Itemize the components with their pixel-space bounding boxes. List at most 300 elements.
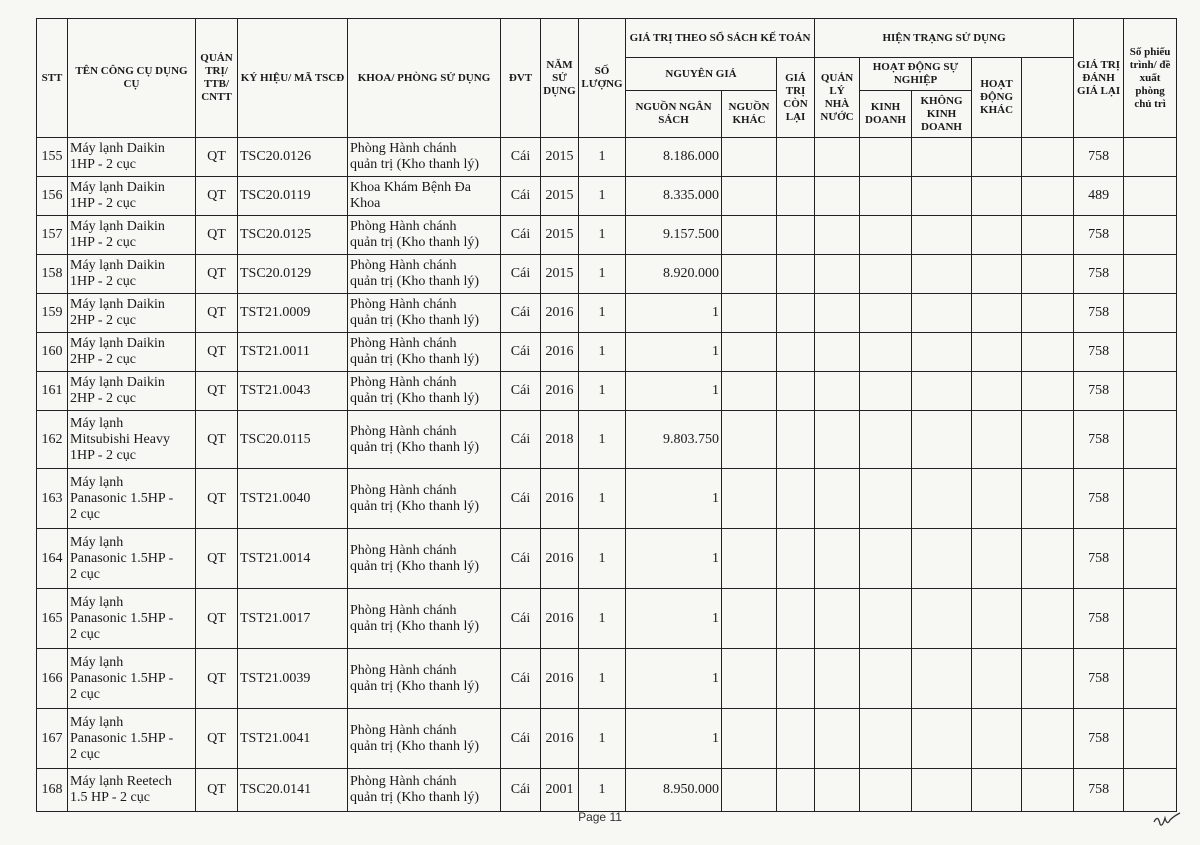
- cell-note: [1124, 469, 1177, 529]
- cell-revaluation: [1022, 216, 1074, 255]
- cell-quantri: QT: [196, 649, 238, 709]
- header-stt: STT: [37, 19, 68, 138]
- cell-department: [348, 372, 501, 411]
- cell-name-line: Máy lạnh: [70, 415, 124, 431]
- header-department: KHOA/ PHÒNG SỬ DỤNG: [348, 19, 501, 138]
- cell-business: [860, 333, 912, 372]
- cell-name-line: Máy lạnh Daikin: [70, 219, 165, 234]
- cell-budget-cost: 1: [626, 529, 722, 589]
- cell-other-source: [722, 649, 777, 709]
- cell-quantity: 1: [579, 333, 626, 372]
- cell-revaluation: [1022, 138, 1074, 177]
- cell-state-management: [815, 769, 860, 812]
- cell-non-business: [912, 372, 972, 411]
- cell-department: [348, 216, 501, 255]
- cell-department: [348, 769, 501, 812]
- cell-budget-cost: 8.920.000: [626, 255, 722, 294]
- cell-code: TSC20.0129: [238, 255, 348, 294]
- cell-code: TST21.0041: [238, 709, 348, 769]
- cell-unit: Cái: [501, 216, 541, 255]
- cell-department-line: quản trị (Kho thanh lý): [350, 235, 480, 250]
- cell-name-line: Panasonic 1.5HP -: [70, 610, 174, 626]
- cell-note: [1124, 294, 1177, 333]
- cell-note: [1124, 216, 1177, 255]
- cell-name: [68, 411, 196, 469]
- cell-name-line: 2 cục: [70, 686, 100, 702]
- cell-department: [348, 709, 501, 769]
- cell-name: [68, 294, 196, 333]
- cell-department-line: Phòng Hành chánh: [350, 423, 457, 439]
- cell-department: [348, 294, 501, 333]
- header-quantri: QUẢN TRỊ/ TTB/ CNTT: [196, 19, 238, 138]
- cell-department: [348, 411, 501, 469]
- cell-note: [1124, 589, 1177, 649]
- cell-quantri: QT: [196, 469, 238, 529]
- cell-year: 2016: [541, 709, 579, 769]
- cell-remaining-value: [777, 333, 815, 372]
- cell-other-source: [722, 709, 777, 769]
- table-row: [37, 372, 1177, 411]
- asset-table-body: [37, 138, 1177, 812]
- cell-department-line: quản trị (Kho thanh lý): [350, 313, 480, 328]
- cell-other-activity: [972, 709, 1022, 769]
- cell-business: [860, 649, 912, 709]
- cell-note: [1124, 709, 1177, 769]
- cell-revaluation: [1022, 411, 1074, 469]
- cell-name-line: 1HP - 2 cục: [70, 196, 136, 211]
- cell-department-line: quản trị (Kho thanh lý): [350, 391, 480, 406]
- cell-non-business: [912, 469, 972, 529]
- cell-department-line: Phòng Hành chánh: [350, 662, 457, 678]
- cell-business: [860, 255, 912, 294]
- cell-other-activity: [972, 529, 1022, 589]
- cell-quantity: 1: [579, 177, 626, 216]
- cell-department: [348, 529, 501, 589]
- cell-non-business: [912, 216, 972, 255]
- cell-business: [860, 294, 912, 333]
- cell-revaluation: [1022, 294, 1074, 333]
- cell-department: [348, 255, 501, 294]
- cell-budget-cost: 1: [626, 294, 722, 333]
- cell-other-activity: [972, 216, 1022, 255]
- cell-note: [1124, 255, 1177, 294]
- cell-other-source: [722, 294, 777, 333]
- cell-business: [860, 216, 912, 255]
- cell-name-line: 2 cục: [70, 566, 100, 582]
- cell-non-business: [912, 333, 972, 372]
- cell-other-activity: [972, 769, 1022, 812]
- cell-quantity: 1: [579, 769, 626, 812]
- cell-form-number: 758: [1074, 769, 1124, 812]
- cell-form-number: 758: [1074, 216, 1124, 255]
- cell-remaining-value: [777, 255, 815, 294]
- cell-state-management: [815, 294, 860, 333]
- cell-stt: 156: [37, 177, 68, 216]
- cell-non-business: [912, 709, 972, 769]
- cell-note: [1124, 769, 1177, 812]
- cell-other-source: [722, 177, 777, 216]
- cell-revaluation: [1022, 769, 1074, 812]
- cell-year: 2015: [541, 138, 579, 177]
- cell-stt: 159: [37, 294, 68, 333]
- cell-unit: Cái: [501, 649, 541, 709]
- cell-other-activity: [972, 177, 1022, 216]
- cell-code: TSC20.0141: [238, 769, 348, 812]
- cell-code: TST21.0014: [238, 529, 348, 589]
- header-year: NĂM SỬ DỤNG: [541, 19, 579, 138]
- cell-year: 2016: [541, 649, 579, 709]
- cell-other-activity: [972, 411, 1022, 469]
- cell-remaining-value: [777, 769, 815, 812]
- cell-code: TSC20.0119: [238, 177, 348, 216]
- cell-name: [68, 333, 196, 372]
- cell-name: [68, 529, 196, 589]
- cell-name-line: 2HP - 2 cục: [70, 313, 136, 328]
- asset-table: [36, 18, 1177, 812]
- header-other-activity: HOẠT ĐỘNG KHÁC: [972, 58, 1022, 138]
- cell-department-line: Phòng Hành chánh: [350, 258, 457, 273]
- cell-name-line: Panasonic 1.5HP -: [70, 490, 174, 506]
- cell-quantity: 1: [579, 529, 626, 589]
- cell-year: 2016: [541, 529, 579, 589]
- cell-name-line: Máy lạnh Daikin: [70, 297, 165, 312]
- cell-stt: 167: [37, 709, 68, 769]
- cell-remaining-value: [777, 294, 815, 333]
- cell-quantity: 1: [579, 649, 626, 709]
- cell-stt: 164: [37, 529, 68, 589]
- cell-department-line: Phòng Hành chánh: [350, 482, 457, 498]
- cell-code: TST21.0011: [238, 333, 348, 372]
- table-row: [37, 709, 1177, 769]
- cell-name: [68, 769, 196, 812]
- cell-other-activity: [972, 255, 1022, 294]
- cell-quantri: QT: [196, 216, 238, 255]
- cell-code: TST21.0040: [238, 469, 348, 529]
- cell-state-management: [815, 216, 860, 255]
- cell-business: [860, 372, 912, 411]
- cell-unit: Cái: [501, 177, 541, 216]
- cell-quantri: QT: [196, 372, 238, 411]
- cell-non-business: [912, 177, 972, 216]
- table-row: [37, 411, 1177, 469]
- cell-unit: Cái: [501, 294, 541, 333]
- cell-state-management: [815, 709, 860, 769]
- cell-state-management: [815, 411, 860, 469]
- cell-note: [1124, 649, 1177, 709]
- cell-name: [68, 216, 196, 255]
- cell-revaluation: [1022, 255, 1074, 294]
- cell-remaining-value: [777, 372, 815, 411]
- cell-revaluation: [1022, 177, 1074, 216]
- cell-department: [348, 469, 501, 529]
- cell-form-number: 758: [1074, 255, 1124, 294]
- cell-name: [68, 589, 196, 649]
- cell-note: [1124, 372, 1177, 411]
- cell-unit: Cái: [501, 529, 541, 589]
- cell-department: [348, 333, 501, 372]
- cell-budget-cost: 1: [626, 372, 722, 411]
- cell-quantity: 1: [579, 589, 626, 649]
- cell-non-business: [912, 589, 972, 649]
- cell-state-management: [815, 138, 860, 177]
- cell-business: [860, 589, 912, 649]
- cell-name-line: Máy lạnh: [70, 714, 124, 730]
- table-row: [37, 294, 1177, 333]
- cell-quantri: QT: [196, 769, 238, 812]
- cell-name-line: 2 cục: [70, 746, 100, 762]
- cell-quantri: QT: [196, 709, 238, 769]
- header-quantity: SỐ LƯỢNG: [579, 19, 626, 138]
- cell-department-line: Phòng Hành chánh: [350, 602, 457, 618]
- cell-quantri: QT: [196, 411, 238, 469]
- cell-other-source: [722, 469, 777, 529]
- cell-department-line: quản trị (Kho thanh lý): [350, 352, 480, 367]
- cell-department-line: quản trị (Kho thanh lý): [350, 558, 480, 574]
- cell-revaluation: [1022, 709, 1074, 769]
- cell-revaluation: [1022, 372, 1074, 411]
- cell-name-line: 2HP - 2 cục: [70, 391, 136, 406]
- cell-remaining-value: [777, 138, 815, 177]
- table-row: [37, 769, 1177, 812]
- cell-revaluation: [1022, 333, 1074, 372]
- cell-quantity: 1: [579, 709, 626, 769]
- table-row: [37, 333, 1177, 372]
- cell-form-number: 758: [1074, 411, 1124, 469]
- cell-unit: Cái: [501, 589, 541, 649]
- cell-department-line: quản trị (Kho thanh lý): [350, 274, 480, 289]
- cell-stt: 166: [37, 649, 68, 709]
- cell-stt: 162: [37, 411, 68, 469]
- cell-department-line: Phòng Hành chánh: [350, 141, 457, 156]
- cell-note: [1124, 138, 1177, 177]
- cell-other-source: [722, 411, 777, 469]
- header-name: TÊN CÔNG CỤ DỤNG CỤ: [68, 19, 196, 138]
- cell-business: [860, 138, 912, 177]
- cell-code: TSC20.0125: [238, 216, 348, 255]
- header-revaluation: GIÁ TRỊ ĐÁNH GIÁ LẠI: [1074, 19, 1124, 138]
- cell-budget-cost: 9.803.750: [626, 411, 722, 469]
- cell-stt: 168: [37, 769, 68, 812]
- cell-state-management: [815, 649, 860, 709]
- cell-quantri: QT: [196, 177, 238, 216]
- cell-department-line: Khoa: [350, 196, 381, 211]
- cell-department-line: quản trị (Kho thanh lý): [350, 790, 480, 805]
- header-other-source: NGUỒN KHÁC: [722, 91, 777, 138]
- cell-other-source: [722, 769, 777, 812]
- cell-form-number: 758: [1074, 294, 1124, 333]
- cell-form-number: 758: [1074, 372, 1124, 411]
- cell-business: [860, 529, 912, 589]
- cell-name-line: Mitsubishi Heavy: [70, 431, 170, 447]
- cell-name-line: Máy lạnh Daikin: [70, 180, 165, 195]
- cell-budget-cost: 1: [626, 469, 722, 529]
- table-row: [37, 177, 1177, 216]
- page-number: Page 11: [578, 810, 622, 824]
- cell-budget-cost: 1: [626, 709, 722, 769]
- cell-note: [1124, 529, 1177, 589]
- cell-remaining-value: [777, 469, 815, 529]
- header-unit: ĐVT: [501, 19, 541, 138]
- cell-state-management: [815, 469, 860, 529]
- cell-budget-cost: 8.950.000: [626, 769, 722, 812]
- cell-stt: 158: [37, 255, 68, 294]
- cell-department: [348, 649, 501, 709]
- cell-other-activity: [972, 589, 1022, 649]
- cell-state-management: [815, 589, 860, 649]
- cell-business: [860, 411, 912, 469]
- cell-state-management: [815, 177, 860, 216]
- cell-code: TST21.0009: [238, 294, 348, 333]
- cell-year: 2001: [541, 769, 579, 812]
- cell-note: [1124, 411, 1177, 469]
- cell-other-source: [722, 529, 777, 589]
- cell-note: [1124, 177, 1177, 216]
- cell-other-activity: [972, 372, 1022, 411]
- cell-name: [68, 469, 196, 529]
- cell-non-business: [912, 294, 972, 333]
- cell-non-business: [912, 769, 972, 812]
- header-budget-source: NGUỒN NGÂN SÁCH: [626, 91, 722, 138]
- cell-name-line: Panasonic 1.5HP -: [70, 730, 174, 746]
- cell-other-activity: [972, 649, 1022, 709]
- cell-form-number: 758: [1074, 469, 1124, 529]
- cell-department-line: quản trị (Kho thanh lý): [350, 157, 480, 172]
- cell-department-line: quản trị (Kho thanh lý): [350, 439, 480, 455]
- cell-stt: 165: [37, 589, 68, 649]
- cell-budget-cost: 9.157.500: [626, 216, 722, 255]
- cell-form-number: 758: [1074, 649, 1124, 709]
- cell-department-line: quản trị (Kho thanh lý): [350, 678, 480, 694]
- cell-code: TSC20.0115: [238, 411, 348, 469]
- header-business: KINH DOANH: [860, 91, 912, 138]
- cell-unit: Cái: [501, 469, 541, 529]
- cell-remaining-value: [777, 709, 815, 769]
- cell-budget-cost: 1: [626, 649, 722, 709]
- header-state-management: QUẢN LÝ NHÀ NƯỚC: [815, 58, 860, 138]
- header-code: KÝ HIỆU/ MÃ TSCĐ: [238, 19, 348, 138]
- cell-unit: Cái: [501, 372, 541, 411]
- cell-name-line: Máy lạnh Daikin: [70, 336, 165, 351]
- cell-unit: Cái: [501, 333, 541, 372]
- cell-name: [68, 138, 196, 177]
- cell-code: TST21.0017: [238, 589, 348, 649]
- cell-other-activity: [972, 469, 1022, 529]
- cell-revaluation: [1022, 589, 1074, 649]
- cell-name-line: 1.5 HP - 2 cục: [70, 790, 150, 805]
- cell-budget-cost: 1: [626, 589, 722, 649]
- table-row: [37, 589, 1177, 649]
- cell-state-management: [815, 333, 860, 372]
- cell-form-number: 758: [1074, 529, 1124, 589]
- cell-quantity: 1: [579, 411, 626, 469]
- cell-department-line: Phòng Hành chánh: [350, 336, 457, 351]
- cell-budget-cost: 1: [626, 333, 722, 372]
- cell-year: 2018: [541, 411, 579, 469]
- cell-other-source: [722, 589, 777, 649]
- cell-remaining-value: [777, 411, 815, 469]
- cell-name-line: Panasonic 1.5HP -: [70, 550, 174, 566]
- cell-quantity: 1: [579, 469, 626, 529]
- cell-unit: Cái: [501, 138, 541, 177]
- cell-other-source: [722, 216, 777, 255]
- cell-name: [68, 255, 196, 294]
- cell-other-source: [722, 333, 777, 372]
- cell-quantity: 1: [579, 255, 626, 294]
- table-row: [37, 649, 1177, 709]
- cell-non-business: [912, 411, 972, 469]
- cell-form-number: 758: [1074, 709, 1124, 769]
- cell-name: [68, 372, 196, 411]
- cell-name: [68, 649, 196, 709]
- cell-state-management: [815, 372, 860, 411]
- cell-name-line: Máy lạnh: [70, 474, 124, 490]
- cell-unit: Cái: [501, 709, 541, 769]
- cell-name-line: Máy lạnh Daikin: [70, 258, 165, 273]
- cell-year: 2015: [541, 216, 579, 255]
- cell-department-line: quản trị (Kho thanh lý): [350, 498, 480, 514]
- cell-year: 2016: [541, 589, 579, 649]
- cell-unit: Cái: [501, 255, 541, 294]
- cell-remaining-value: [777, 529, 815, 589]
- cell-year: 2016: [541, 333, 579, 372]
- cell-other-source: [722, 255, 777, 294]
- cell-business: [860, 709, 912, 769]
- handwritten-mark: [1152, 810, 1182, 830]
- cell-code: TST21.0039: [238, 649, 348, 709]
- cell-other-activity: [972, 294, 1022, 333]
- cell-budget-cost: 8.335.000: [626, 177, 722, 216]
- cell-name-line: 2 cục: [70, 626, 100, 642]
- cell-code: TST21.0043: [238, 372, 348, 411]
- cell-name: [68, 709, 196, 769]
- cell-name-line: Máy lạnh Daikin: [70, 141, 165, 156]
- cell-name-line: 1HP - 2 cục: [70, 235, 136, 250]
- cell-other-source: [722, 372, 777, 411]
- cell-name-line: 2 cục: [70, 506, 100, 522]
- cell-state-management: [815, 255, 860, 294]
- cell-quantri: QT: [196, 294, 238, 333]
- cell-code: TSC20.0126: [238, 138, 348, 177]
- cell-department-line: quản trị (Kho thanh lý): [350, 738, 480, 754]
- cell-stt: 160: [37, 333, 68, 372]
- cell-department-line: Khoa Khám Bệnh Đa: [350, 180, 471, 195]
- cell-note: [1124, 333, 1177, 372]
- cell-business: [860, 769, 912, 812]
- table-row: [37, 469, 1177, 529]
- cell-revaluation: [1022, 529, 1074, 589]
- cell-form-number: 758: [1074, 333, 1124, 372]
- cell-department-line: Phòng Hành chánh: [350, 297, 457, 312]
- header-usage-status-group: HIỆN TRẠNG SỬ DỤNG: [815, 19, 1074, 58]
- header-original-cost: NGUYÊN GIÁ: [626, 58, 777, 91]
- cell-name-line: 1HP - 2 cục: [70, 447, 136, 463]
- cell-department: [348, 589, 501, 649]
- cell-remaining-value: [777, 649, 815, 709]
- header-form-number: Số phiếu trình/ đề xuất phòng chủ trì: [1124, 19, 1177, 138]
- cell-department: [348, 138, 501, 177]
- cell-name: [68, 177, 196, 216]
- cell-unit: Cái: [501, 411, 541, 469]
- cell-name-line: 2HP - 2 cục: [70, 352, 136, 367]
- cell-revaluation: [1022, 649, 1074, 709]
- cell-name-line: Máy lạnh: [70, 654, 124, 670]
- cell-department-line: Phòng Hành chánh: [350, 219, 457, 234]
- cell-non-business: [912, 255, 972, 294]
- cell-non-business: [912, 649, 972, 709]
- header-non-business: KHÔNG KINH DOANH: [912, 91, 972, 138]
- cell-year: 2016: [541, 469, 579, 529]
- table-row: [37, 138, 1177, 177]
